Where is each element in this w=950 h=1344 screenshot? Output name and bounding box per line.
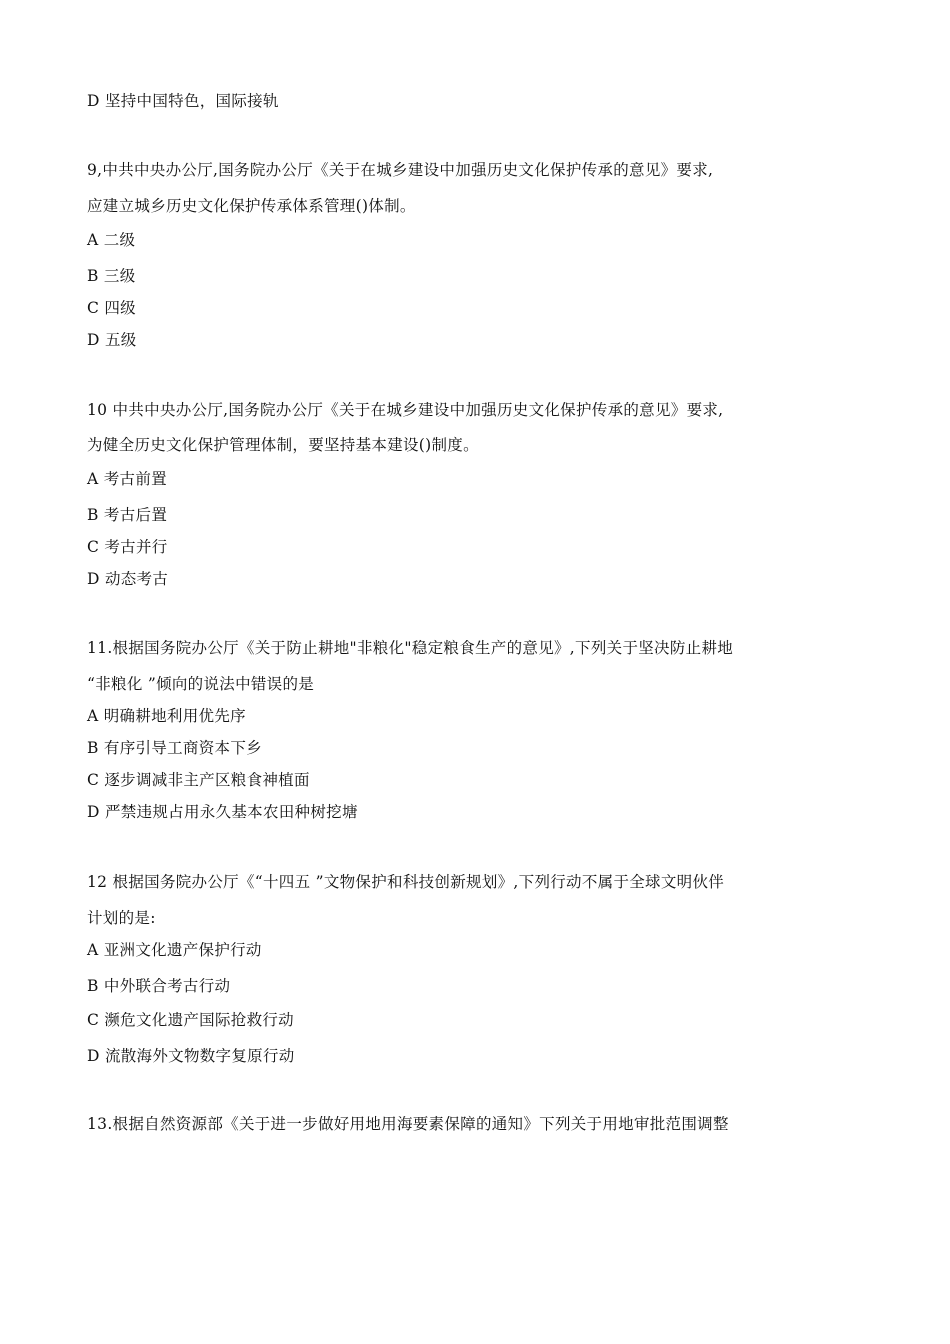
q10-stem-line-2: 为健全历史文化保护管理体制，要坚持基本建设()制度。 <box>87 436 479 454</box>
q9-option-c: C 四级 <box>87 299 136 317</box>
q12-option-a: A 亚洲文化遗产保护行动 <box>87 941 262 959</box>
q9-option-b: B 三级 <box>87 267 136 285</box>
q12-stem-line-1: 12 根据国务院办公厅《“十四五 ”文物保护和科技创新规划》,下列行动不属于全球文明伙伴 <box>87 873 725 891</box>
q11-option-a: A 明确耕地利用优先序 <box>87 707 246 725</box>
q10-option-c: C 考古并行 <box>87 538 168 556</box>
q10-option-d: D 动态考古 <box>87 570 169 588</box>
q12-option-b: B 中外联合考古行动 <box>87 977 231 995</box>
q9-stem-line-1: 9,中共中央办公厅,国务院办公厅《关于在城乡建设中加强历史文化保护传承的意见》要求, <box>87 161 714 179</box>
q12-stem-line-2: 计划的是: <box>87 909 156 927</box>
q8-option-d: D 坚持中国特色，国际接轨 <box>87 92 279 110</box>
q11-stem-line-1: 11.根据国务院办公厅《关于防止耕地"非粮化"稳定粮食生产的意见》,下列关于坚决防止耕地 <box>87 639 734 657</box>
q10-stem-line-1: 10 中共中央办公厅,国务院办公厅《关于在城乡建设中加强历史文化保护传承的意见》要求, <box>87 401 724 419</box>
q9-stem-line-2: 应建立城乡历史文化保护传承体系管理()体制。 <box>87 197 416 215</box>
q10-option-a: A 考古前置 <box>87 470 167 488</box>
q12-option-d: D 流散海外文物数字复原行动 <box>87 1047 295 1065</box>
q13-stem-line-1: 13.根据自然资源部《关于进一步做好用地用海要素保障的通知》下列关于用地审批范围调整 <box>87 1115 729 1133</box>
q9-option-d: D 五级 <box>87 331 137 349</box>
q11-option-d: D 严禁违规占用永久基本农田种树挖塘 <box>87 803 358 821</box>
q12-option-c: C 濒危文化遗产国际抢救行动 <box>87 1011 294 1029</box>
q10-option-b: B 考古后置 <box>87 506 168 524</box>
q9-option-a: A 二级 <box>87 231 136 249</box>
q11-stem-line-2: “非粮化 ”倾向的说法中错误的是 <box>87 675 315 693</box>
q11-option-c: C 逐步调减非主产区粮食神植面 <box>87 771 310 789</box>
q11-option-b: B 有序引导工商资本下乡 <box>87 739 262 757</box>
